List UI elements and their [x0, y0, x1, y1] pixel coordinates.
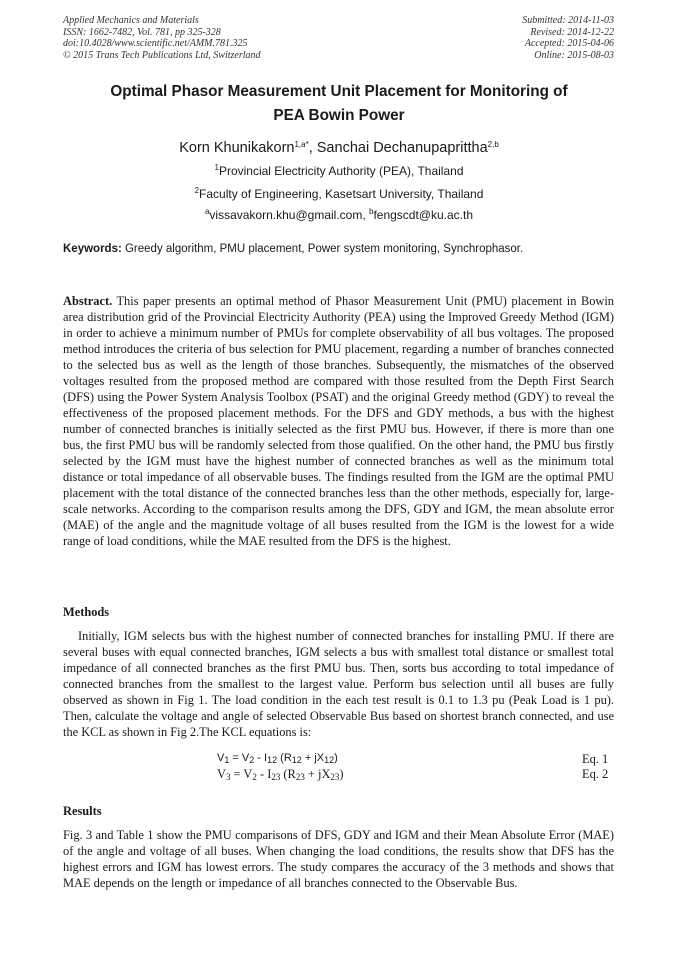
author-list: [60, 140, 618, 156]
equation-1-label: Eq. 1: [582, 752, 609, 766]
affiliation-1: [60, 164, 618, 178]
email-b-marker: b: [369, 207, 374, 216]
journal-info: [63, 15, 261, 61]
copyright-line: © 2015 Trans Tech Publications Ltd, Switzerland: [63, 49, 261, 61]
email-a: vissavakorn.khu@gmail.com,: [209, 208, 369, 222]
submitted-date: Submitted: 2014-11-03: [522, 15, 614, 26]
author-separator: ,: [308, 140, 317, 156]
paper-title: [60, 80, 618, 128]
author-1-marker: 1,a*: [294, 140, 309, 149]
accepted-date: Accepted: 2015-04-06: [524, 38, 614, 50]
affiliation-1-marker: 1: [214, 163, 219, 172]
equation-1: $V_1 = V_2 - I_{12}$ $(R_{12} + jX_{12})$: [217, 752, 338, 765]
online-date: Online: 2015-08-03: [534, 49, 614, 61]
results-heading: Results: [63, 804, 102, 818]
methods-heading: Methods: [63, 605, 110, 619]
abstract: [63, 293, 614, 549]
email-a-marker: a: [204, 207, 210, 216]
affiliation-2-marker: 2: [194, 186, 200, 195]
keywords-text: Greedy algorithm, PMU placement, Power system monitoring, Synchrophasor.: [121, 243, 524, 255]
methods-text: Initially, IGM selects bus with the highest number of connected branches for installing PMU. If there are several buses with equal connected branches, IGM selects a bus with smallest total distance or smallest total impedance of all connected branches as the first PMU bus. Then, sorts bus according to total impedance of connected branches from the smallest to the largest value. Perform bus selection until all buses are fully observed as shown in Fig 1. The load condition in the each test result is 0.1 to 1.3 pu (Peak Load is 1 pu). Then, calculate the voltage and angle of selected Observable Bus based on shortest branch connected, and use the KCL as shown in Fig 2.The KCL equations is:: [63, 629, 614, 739]
author-emails: [60, 208, 618, 222]
keywords: [63, 243, 615, 255]
author-2: Sanchai Dechanupaprittha: [316, 140, 488, 156]
title-line-2: PEA Bowin Power: [273, 107, 405, 124]
affiliation-2: [60, 187, 618, 201]
doi-line: doi:10.4028/www.scientific.net/AMM.781.325: [63, 38, 248, 50]
abstract-label: Abstract.: [63, 294, 113, 308]
equation-2: $V_3 = V_2 - I_{23}$ $(R_{23} + jX_{23})$: [217, 767, 344, 782]
author-1: Korn Khunikakorn: [179, 140, 295, 156]
keywords-label: Keywords:: [63, 243, 122, 255]
publication-dates: [522, 15, 614, 61]
email-b: fengscdt@ku.ac.th: [373, 208, 474, 222]
journal-name: Applied Mechanics and Materials: [63, 15, 199, 26]
revised-date: Revised: 2014-12-22: [530, 26, 614, 38]
title-line-1: Optimal Phasor Measurement Unit Placement for Monitoring of: [110, 83, 568, 100]
affiliation-2-text: Faculty of Engineering, Kasetsart University, Thailand: [199, 187, 484, 201]
results-text: Fig. 3 and Table 1 show the PMU comparisons of DFS, GDY and IGM and their Mean Absolute Error (MAE) of the angle and voltage of all buses. When changing the load conditions, the results show that DFS has the highest errors and IGM has lowest errors. The study compares the accuracy of the 3 methods and shows that MAE depends on the length or impedance of all branches connected to the Observable Bus.: [63, 828, 614, 890]
equation-2-label: Eq. 2: [582, 767, 609, 781]
affiliation-1-text: Provincial Electricity Authority (PEA), Thailand: [218, 164, 464, 178]
issn-line: ISSN: 1662-7482, Vol. 781, pp 325-328: [63, 26, 221, 38]
author-2-marker: 2,b: [487, 140, 499, 149]
abstract-text: This paper presents an optimal method of Phasor Measurement Unit (PMU) placement in Bowin area distribution grid of the Provincial Electricity Authority (PEA) using the Improved Greedy Method (IGM) in order to achieve a minimum number of PMUs for complete observability of all bus voltages. The proposed method introduces the criteria of bus selection for PMU placement, regarding a number of branches connected to the selected bus as well as the length of those branches. Subsequently, the mismatches of the observed voltages resulted from the proposed method are compared with those resulted from the Depth First Search (DFS) using the Power System Analysis Toolbox (PSAT) and the original Greedy method (GDY) to reveal the effectiveness of the proposed placement methods. For the DFS and GDY methods, a bus with the highest number of connected branches is initially selected as the first PMU bus. However, if there is more than one bus, the first PMU bus will be randomly selected from those qualified. On the other hand, the PMU bus firstly selected by the IGM must have the highest number of connected branches as well as the minimum total distance or total impedance of all observable buses. The findings resulted from the IGM are the optimal PMU placement with the total distance of the connected branches less than the other methods, especially for, large-scale networks. According to the comparison results among the DFS, GDY and IGM, the mean absolute error (MAE) of the angle and the magnitude voltage of all buses resulted from the IGM is the lowest for a wide range of load conditions, while the MAE resulted from the DFS is the highest.: [63, 294, 614, 548]
